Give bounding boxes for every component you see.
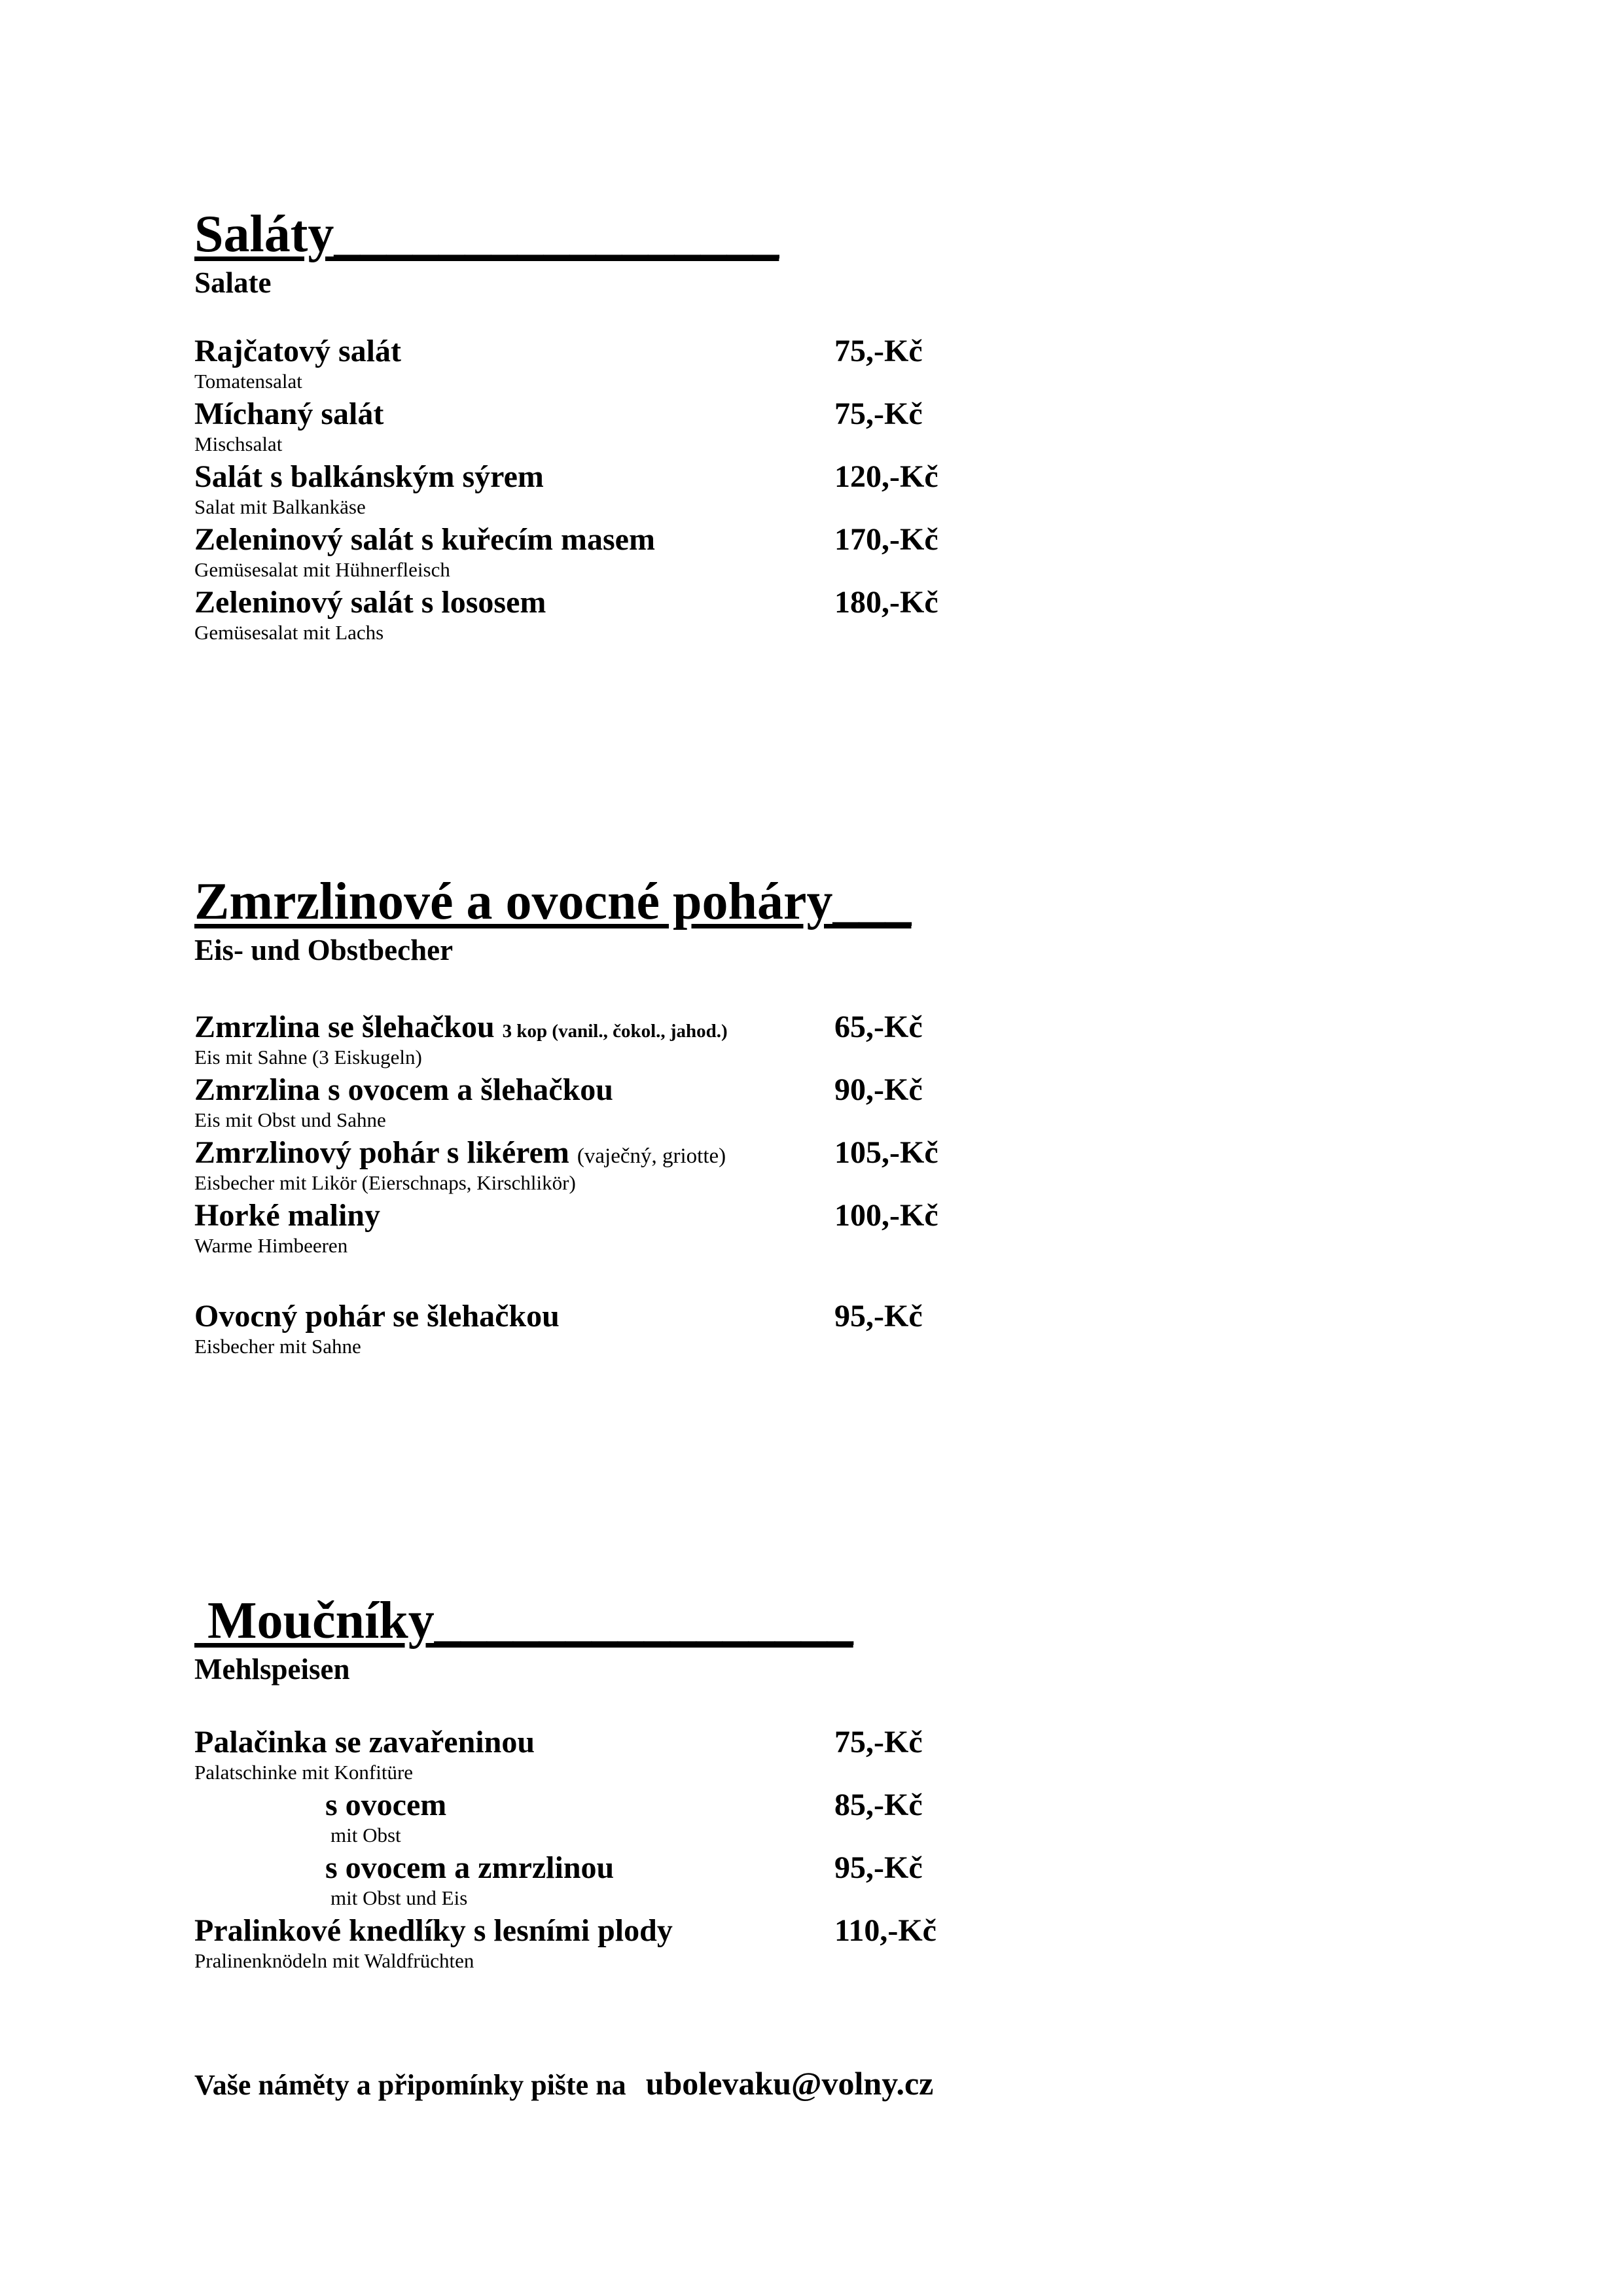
item-name: Zmrzlina s ovocem a šlehačkou — [194, 1072, 613, 1107]
menu-item — [194, 1850, 993, 1911]
item-name: Zeleninový salát s kuřecím masem — [194, 522, 655, 557]
section-title: Moučníky________________ — [194, 1592, 853, 1650]
feedback-line — [194, 2064, 933, 2102]
item-name: Zmrzlina se šlehačkou — [194, 1010, 495, 1044]
item-translation: Gemüsesalat mit Lachs — [194, 620, 384, 644]
item-price: 105,-Kč — [834, 1135, 938, 1170]
item-name: Palačinka se zavařeninou — [194, 1725, 535, 1759]
menu-item — [194, 397, 993, 457]
item-price: 95,-Kč — [834, 1299, 923, 1333]
item-translation: mit Obst und Eis — [330, 1886, 468, 1909]
feedback-email[interactable]: ubolevaku@volny.cz — [645, 2065, 934, 2102]
item-translation: Eisbecher mit Sahne — [194, 1334, 361, 1358]
item-price: 65,-Kč — [834, 1010, 923, 1044]
item-price: 75,-Kč — [834, 397, 923, 431]
item-price: 110,-Kč — [834, 1913, 936, 1948]
menu-item — [194, 1072, 993, 1133]
item-name: Zmrzlinový pohár s likérem — [194, 1135, 569, 1170]
item-price: 75,-Kč — [834, 1725, 923, 1759]
item-price: 120,-Kč — [834, 459, 938, 494]
menu-item — [194, 1135, 993, 1196]
menu-item — [194, 585, 993, 646]
menu-item — [194, 1725, 993, 1786]
section-subtitle: Eis- und Obstbecher — [194, 934, 454, 966]
item-price: 85,-Kč — [834, 1788, 923, 1822]
menu-item — [194, 1788, 993, 1848]
item-price: 95,-Kč — [834, 1850, 923, 1885]
section-title: Zmrzlinové a ovocné poháry___ — [194, 873, 912, 930]
section-subtitle: Mehlspeisen — [194, 1653, 350, 1686]
item-name: Míchaný salát — [194, 397, 384, 431]
item-price: 90,-Kč — [834, 1072, 923, 1107]
item-name: s ovocem a zmrzlinou — [325, 1850, 615, 1885]
item-translation: Eis mit Sahne (3 Eiskugeln) — [194, 1045, 422, 1069]
item-note: (vaječný, griotte) — [577, 1144, 726, 1168]
item-price: 75,-Kč — [834, 334, 923, 368]
item-name: Salát s balkánským sýrem — [194, 459, 544, 494]
item-translation: Gemüsesalat mit Hühnerfleisch — [194, 557, 450, 581]
item-translation: Salat mit Balkankäse — [194, 495, 366, 518]
item-price: 170,-Kč — [834, 522, 938, 557]
section-pohary — [194, 875, 993, 967]
menu-item — [194, 459, 993, 520]
item-translation: Warme Himbeeren — [194, 1233, 348, 1257]
item-translation: Eisbecher mit Likör (Eierschnaps, Kirschlikör) — [194, 1171, 576, 1194]
item-name: Ovocný pohár se šlehačkou — [194, 1299, 560, 1333]
item-price: 180,-Kč — [834, 585, 938, 620]
menu-item — [194, 334, 993, 395]
item-name: Rajčatový salát — [194, 334, 401, 368]
item-translation: Tomatensalat — [194, 369, 302, 393]
section-salaty — [194, 205, 993, 300]
item-name: s ovocem — [325, 1788, 447, 1822]
menu-item — [194, 1010, 993, 1070]
item-name: Zeleninový salát s lososem — [194, 585, 546, 620]
section-subtitle: Salate — [194, 266, 272, 299]
section-title: Saláty_________________ — [194, 205, 779, 263]
item-translation: Eis mit Obst und Sahne — [194, 1108, 386, 1131]
item-translation: Mischsalat — [194, 432, 283, 455]
item-name: Pralinkové knedlíky s lesními plody — [194, 1913, 673, 1948]
item-price: 100,-Kč — [834, 1198, 938, 1233]
item-name: Horké maliny — [194, 1198, 380, 1233]
menu-item — [194, 522, 993, 583]
menu-item — [194, 1198, 993, 1259]
section-mouciky — [194, 1592, 993, 1686]
item-note: 3 kop (vanil., čokol., jahod.) — [502, 1021, 728, 1042]
menu-item — [194, 1913, 993, 1974]
feedback-label: Vaše náměty a připomínky pište na — [194, 2069, 626, 2101]
menu-item — [194, 1299, 993, 1360]
item-translation: Pralinenknödeln mit Waldfrüchten — [194, 1949, 474, 1972]
item-translation: Palatschinke mit Konfitüre — [194, 1760, 414, 1784]
item-translation: mit Obst — [330, 1823, 401, 1846]
